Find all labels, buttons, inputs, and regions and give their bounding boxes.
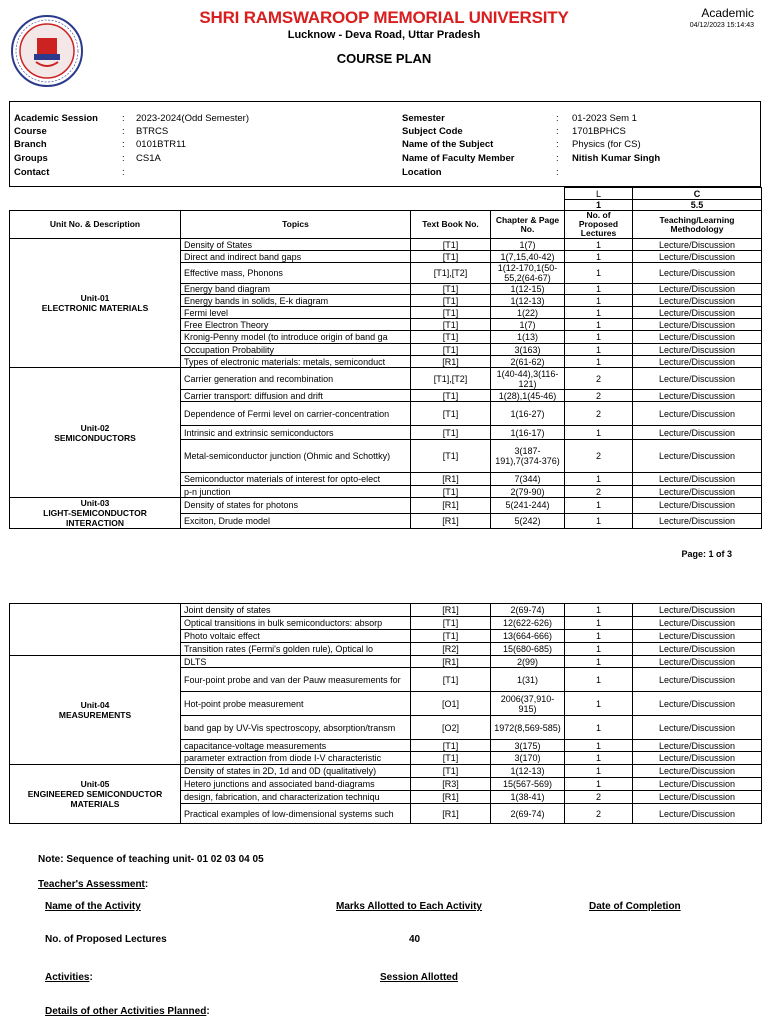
topic-cell: Optical transitions in bulk semiconductors: absorp — [181, 617, 411, 630]
lectures-cell: 1 — [565, 356, 633, 368]
proposed-lectures-label: No. of Proposed Lectures — [45, 934, 167, 945]
column-header: Topics — [181, 211, 411, 239]
textbook-cell: [T1] — [411, 752, 491, 765]
methodology-cell: Lecture/Discussion — [633, 440, 762, 473]
topic-cell: Energy bands in solids, E-k diagram — [181, 295, 411, 307]
textbook-cell: [T1] — [411, 390, 491, 402]
corner-label: Academic — [701, 6, 754, 20]
lectures-cell: 1 — [565, 284, 633, 295]
methodology-cell: Lecture/Discussion — [633, 791, 762, 804]
topic-cell: band gap by UV-Vis spectroscopy, absorption/transm — [181, 716, 411, 740]
info-colon: : — [556, 167, 559, 178]
methodology-cell: Lecture/Discussion — [633, 604, 762, 617]
chapter-page-cell: 7(344) — [491, 473, 565, 486]
info-colon: : — [556, 113, 559, 124]
marks-allotted-heading: Marks Allotted to Each Activity — [336, 901, 482, 912]
lectures-cell: 1 — [565, 692, 633, 716]
chapter-page-cell: 5(241-244) — [491, 498, 565, 514]
info-value: 1701BPHCS — [572, 126, 626, 137]
textbook-cell: [R1] — [411, 656, 491, 668]
chapter-page-cell: 3(187-191),7(374-376) — [491, 440, 565, 473]
chapter-page-cell: 2(69-74) — [491, 604, 565, 617]
topic-cell: Hetero junctions and associated band-diagrams — [181, 778, 411, 791]
textbook-cell: [R2] — [411, 643, 491, 656]
unit-line: MEASUREMENTS — [58, 710, 132, 720]
textbook-cell: [T1] — [411, 617, 491, 630]
lectures-cell: 1 — [565, 765, 633, 778]
chapter-page-cell: 1(16-27) — [491, 402, 565, 426]
methodology-cell: Lecture/Discussion — [633, 239, 762, 251]
methodology-cell: Lecture/Discussion — [633, 765, 762, 778]
date-completion-heading: Date of Completion — [589, 901, 681, 912]
info-colon: : — [122, 167, 125, 178]
unit-line: Unit-03 — [80, 498, 110, 508]
info-label: Subject Code — [402, 126, 463, 137]
table-row — [10, 368, 762, 390]
textbook-cell: [R1] — [411, 356, 491, 368]
methodology-cell: Lecture/Discussion — [633, 263, 762, 284]
info-colon: : — [122, 126, 125, 137]
chapter-page-cell: 2(69-74) — [491, 804, 565, 824]
methodology-cell: Lecture/Discussion — [633, 284, 762, 295]
topic-cell: Metal-semiconductor junction (Ohmic and Schottky) — [181, 440, 411, 473]
info-colon: : — [556, 153, 559, 164]
info-label: Name of the Subject — [402, 139, 494, 150]
lectures-cell: 1 — [565, 643, 633, 656]
methodology-cell: Lecture/Discussion — [633, 402, 762, 426]
methodology-cell: Lecture/Discussion — [633, 368, 762, 390]
topic-cell: capacitance-voltage measurements — [181, 740, 411, 752]
unit-line: ELECTRONIC MATERIALS — [41, 303, 149, 313]
methodology-cell: Lecture/Discussion — [633, 740, 762, 752]
unit-line: Unit-02 — [80, 422, 110, 433]
textbook-cell: [T1] — [411, 319, 491, 331]
methodology-cell: Lecture/Discussion — [633, 630, 762, 643]
methodology-cell: Lecture/Discussion — [633, 426, 762, 440]
lectures-cell: 1 — [565, 331, 633, 344]
chapter-page-cell: 5(242) — [491, 513, 565, 529]
methodology-cell: Lecture/Discussion — [633, 295, 762, 307]
topic-cell: Direct and indirect band gaps — [181, 251, 411, 263]
university-address: Lucknow - Deva Road, Uttar Pradesh — [287, 29, 481, 41]
chapter-page-cell: 3(163) — [491, 344, 565, 356]
textbook-cell: [T1],[T2] — [411, 263, 491, 284]
lectures-cell: 1 — [565, 251, 633, 263]
info-value: 2023-2024(Odd Semester) — [136, 113, 250, 124]
chapter-page-cell: 1(22) — [491, 307, 565, 319]
topic-cell: Fermi level — [181, 307, 411, 319]
lectures-cell: 1 — [565, 473, 633, 486]
info-label: Contact — [14, 167, 50, 178]
topic-cell: Semiconductor materials of interest for opto-elect — [181, 473, 411, 486]
textbook-cell: [T1] — [411, 486, 491, 498]
methodology-cell: Lecture/Discussion — [633, 251, 762, 263]
info-label: Groups — [14, 153, 48, 164]
lectures-cell: 1 — [565, 344, 633, 356]
topic-cell: Free Electron Theory — [181, 319, 411, 331]
university-name: SHRI RAMSWAROOP MEMORIAL UNIVERSITY — [199, 8, 569, 27]
info-label: Name of Faculty Member — [402, 153, 515, 164]
c-label: C — [633, 188, 762, 200]
unit-line: ENGINEERED SEMICONDUCTOR MATERIALS — [27, 789, 163, 809]
info-value: CS1A — [136, 153, 161, 164]
info-colon: : — [122, 139, 125, 150]
chapter-page-cell: 3(170) — [491, 752, 565, 765]
topic-cell: Four-point probe and van der Pauw measurements for — [181, 668, 411, 692]
methodology-cell: Lecture/Discussion — [633, 617, 762, 630]
info-colon: : — [122, 113, 125, 124]
table-row — [10, 656, 762, 668]
textbook-cell: [O2] — [411, 716, 491, 740]
unit-line: SEMICONDUCTORS — [54, 432, 136, 443]
methodology-cell: Lecture/Discussion — [633, 716, 762, 740]
page-number: Page: 1 of 3 — [681, 549, 732, 559]
course-plan-table-1 — [9, 187, 762, 529]
chapter-page-cell: 1972(8,569-585) — [491, 716, 565, 740]
lectures-cell: 1 — [565, 319, 633, 331]
chapter-page-cell: 2(79-90) — [491, 486, 565, 498]
textbook-cell: [T1] — [411, 307, 491, 319]
textbook-cell: [R1] — [411, 473, 491, 486]
l-value: 1 — [565, 200, 633, 211]
chapter-page-cell: 2(99) — [491, 656, 565, 668]
lectures-cell: 1 — [565, 617, 633, 630]
lectures-cell: 2 — [565, 440, 633, 473]
textbook-cell: [T1] — [411, 630, 491, 643]
page-header — [0, 0, 768, 100]
chapter-page-cell: 2(61-62) — [491, 356, 565, 368]
unit-cell — [10, 368, 181, 498]
topic-cell: Intrinsic and extrinsic semiconductors — [181, 426, 411, 440]
chapter-page-cell: 1(31) — [491, 668, 565, 692]
lectures-cell: 2 — [565, 368, 633, 390]
topic-cell: Energy band diagram — [181, 284, 411, 295]
textbook-cell: [R1] — [411, 804, 491, 824]
column-header: Text Book No. — [411, 211, 491, 239]
l-label: L — [565, 188, 633, 200]
lectures-cell: 1 — [565, 498, 633, 514]
methodology-cell: Lecture/Discussion — [633, 498, 762, 514]
textbook-cell: [T1] — [411, 765, 491, 778]
session-allotted-heading: Session Allotted — [380, 972, 458, 983]
methodology-cell: Lecture/Discussion — [633, 390, 762, 402]
other-activities-heading: Details of other Activities Planned: — [45, 1006, 210, 1017]
chapter-page-cell: 3(175) — [491, 740, 565, 752]
lectures-cell: 1 — [565, 668, 633, 692]
teacher-assessment-heading: Teacher's Assessment: — [38, 879, 149, 890]
textbook-cell: [T1] — [411, 440, 491, 473]
methodology-cell: Lecture/Discussion — [633, 473, 762, 486]
methodology-cell: Lecture/Discussion — [633, 752, 762, 765]
textbook-cell: [T1] — [411, 402, 491, 426]
info-value: BTRCS — [136, 126, 169, 137]
lectures-cell: 2 — [565, 804, 633, 824]
topic-cell: Joint density of states — [181, 604, 411, 617]
chapter-page-cell: 1(7,15,40-42) — [491, 251, 565, 263]
topic-cell: Practical examples of low-dimensional systems such — [181, 804, 411, 824]
info-label: Semester — [402, 113, 445, 124]
lectures-cell: 2 — [565, 486, 633, 498]
info-label: Course — [14, 126, 47, 137]
textbook-cell: [T1] — [411, 284, 491, 295]
unit-cell — [10, 604, 181, 656]
course-plan-table-2 — [9, 603, 762, 824]
textbook-cell: [T1] — [411, 251, 491, 263]
proposed-lectures-value: 40 — [409, 934, 421, 945]
chapter-page-cell: 1(12-170,1(50-55,2(64-67) — [491, 263, 565, 284]
methodology-cell: Lecture/Discussion — [633, 656, 762, 668]
chapter-page-cell: 1(12-13) — [491, 295, 565, 307]
column-header: No. of Proposed Lectures — [565, 211, 633, 239]
textbook-cell: [T1] — [411, 295, 491, 307]
unit-cell — [10, 239, 181, 368]
lectures-cell: 1 — [565, 239, 633, 251]
chapter-page-cell: 1(12-13) — [491, 765, 565, 778]
topic-cell: parameter extraction from diode I-V characteristic — [181, 752, 411, 765]
topic-cell: Effective mass, Phonons — [181, 263, 411, 284]
methodology-cell: Lecture/Discussion — [633, 804, 762, 824]
textbook-cell: [T1] — [411, 740, 491, 752]
chapter-page-cell: 15(680-685) — [491, 643, 565, 656]
info-value: Physics (for CS) — [572, 139, 641, 150]
info-colon: : — [122, 153, 125, 164]
teaching-sequence-note: Note: Sequence of teaching unit- 01 02 03 04 05 — [38, 854, 264, 865]
unit-line: Unit-04 — [80, 700, 110, 710]
chapter-page-cell: 1(7) — [491, 239, 565, 251]
lectures-cell: 2 — [565, 402, 633, 426]
activities-heading: Activities: — [45, 972, 93, 983]
chapter-page-cell: 13(664-666) — [491, 630, 565, 643]
topic-cell: Density of States — [181, 239, 411, 251]
chapter-page-cell: 1(16-17) — [491, 426, 565, 440]
topic-cell: Photo voltaic effect — [181, 630, 411, 643]
unit-line: Unit-05 — [80, 779, 110, 789]
textbook-cell: [T1] — [411, 239, 491, 251]
chapter-page-cell: 1(38-41) — [491, 791, 565, 804]
lectures-cell: 1 — [565, 716, 633, 740]
methodology-cell: Lecture/Discussion — [633, 513, 762, 529]
lectures-cell: 1 — [565, 778, 633, 791]
topic-cell: Density of states for photons — [181, 498, 411, 514]
topic-cell: Dependence of Fermi level on carrier-concentration — [181, 402, 411, 426]
column-header: Teaching/Learning Methodology — [633, 211, 762, 239]
lectures-cell: 1 — [565, 295, 633, 307]
lectures-cell: 1 — [565, 630, 633, 643]
lectures-cell: 1 — [565, 426, 633, 440]
chapter-page-cell: 1(12-15) — [491, 284, 565, 295]
textbook-cell: [T1],[T2] — [411, 368, 491, 390]
unit-line: Unit-01 — [80, 293, 110, 303]
topic-cell: p-n junction — [181, 486, 411, 498]
methodology-cell: Lecture/Discussion — [633, 356, 762, 368]
methodology-cell: Lecture/Discussion — [633, 331, 762, 344]
topic-cell: Hot-point probe measurement — [181, 692, 411, 716]
topic-cell: Transition rates (Fermi's golden rule), Optical lo — [181, 643, 411, 656]
lectures-cell: 1 — [565, 656, 633, 668]
timestamp: 04/12/2023 15:14:43 — [689, 22, 754, 29]
methodology-cell: Lecture/Discussion — [633, 692, 762, 716]
topic-cell: Types of electronic materials: metals, semiconduct — [181, 356, 411, 368]
lectures-cell: 1 — [565, 263, 633, 284]
lectures-cell: 1 — [565, 740, 633, 752]
activity-name-heading: Name of the Activity — [45, 901, 141, 912]
unit-cell — [10, 765, 181, 824]
lectures-cell: 2 — [565, 390, 633, 402]
table-row — [10, 604, 762, 617]
textbook-cell: [T1] — [411, 426, 491, 440]
c-value: 5.5 — [633, 200, 762, 211]
textbook-cell: [T1] — [411, 668, 491, 692]
course-info-box — [9, 101, 761, 187]
lectures-cell: 1 — [565, 752, 633, 765]
chapter-page-cell: 1(28),1(45-46) — [491, 390, 565, 402]
chapter-page-cell: 1(40-44),3(116-121) — [491, 368, 565, 390]
unit-cell — [10, 498, 181, 529]
topic-cell: DLTS — [181, 656, 411, 668]
info-colon: : — [556, 139, 559, 150]
page-title: COURSE PLAN — [336, 51, 432, 66]
info-label: Academic Session — [14, 113, 98, 124]
chapter-page-cell: 2006(37,910-915) — [491, 692, 565, 716]
topic-cell: Kronig-Penny model (to introduce origin of band ga — [181, 331, 411, 344]
methodology-cell: Lecture/Discussion — [633, 307, 762, 319]
info-value: 01-2023 Sem 1 — [572, 113, 637, 124]
chapter-page-cell: 1(7) — [491, 319, 565, 331]
topic-cell: Occupation Probability — [181, 344, 411, 356]
methodology-cell: Lecture/Discussion — [633, 668, 762, 692]
info-label: Branch — [14, 139, 47, 150]
unit-line: LIGHT-SEMICONDUCTOR INTERACTION — [43, 508, 147, 528]
textbook-cell: [T1] — [411, 344, 491, 356]
info-label: Location — [402, 167, 442, 178]
column-header: Chapter & Page No. — [491, 211, 565, 239]
lectures-cell: 1 — [565, 604, 633, 617]
methodology-cell: Lecture/Discussion — [633, 486, 762, 498]
methodology-cell: Lecture/Discussion — [633, 344, 762, 356]
chapter-page-cell: 12(622-626) — [491, 617, 565, 630]
chapter-page-cell: 15(567-569) — [491, 778, 565, 791]
textbook-cell: [R1] — [411, 498, 491, 514]
topic-cell: design, fabrication, and characterization techniqu — [181, 791, 411, 804]
textbook-cell: [R1] — [411, 791, 491, 804]
table-row — [10, 765, 762, 778]
methodology-cell: Lecture/Discussion — [633, 778, 762, 791]
unit-cell — [10, 656, 181, 765]
topic-cell: Density of states in 2D, 1d and 0D (qualitatively) — [181, 765, 411, 778]
methodology-cell: Lecture/Discussion — [633, 319, 762, 331]
textbook-cell: [R1] — [411, 513, 491, 529]
lectures-cell: 1 — [565, 307, 633, 319]
textbook-cell: [R1] — [411, 604, 491, 617]
table-row — [10, 239, 762, 251]
methodology-cell: Lecture/Discussion — [633, 643, 762, 656]
lectures-cell: 1 — [565, 513, 633, 529]
lectures-cell: 2 — [565, 791, 633, 804]
topic-cell: Exciton, Drude model — [181, 513, 411, 529]
info-colon: : — [556, 126, 559, 137]
column-header: Unit No. & Description — [10, 211, 181, 239]
info-value: Nitish Kumar Singh — [572, 153, 661, 164]
chapter-page-cell: 1(13) — [491, 331, 565, 344]
textbook-cell: [R3] — [411, 778, 491, 791]
topic-cell: Carrier generation and recombination — [181, 368, 411, 390]
table-row — [10, 498, 762, 514]
topic-cell: Carrier transport: diffusion and drift — [181, 390, 411, 402]
info-value: 0101BTR11 — [136, 139, 186, 150]
textbook-cell: [T1] — [411, 331, 491, 344]
textbook-cell: [O1] — [411, 692, 491, 716]
